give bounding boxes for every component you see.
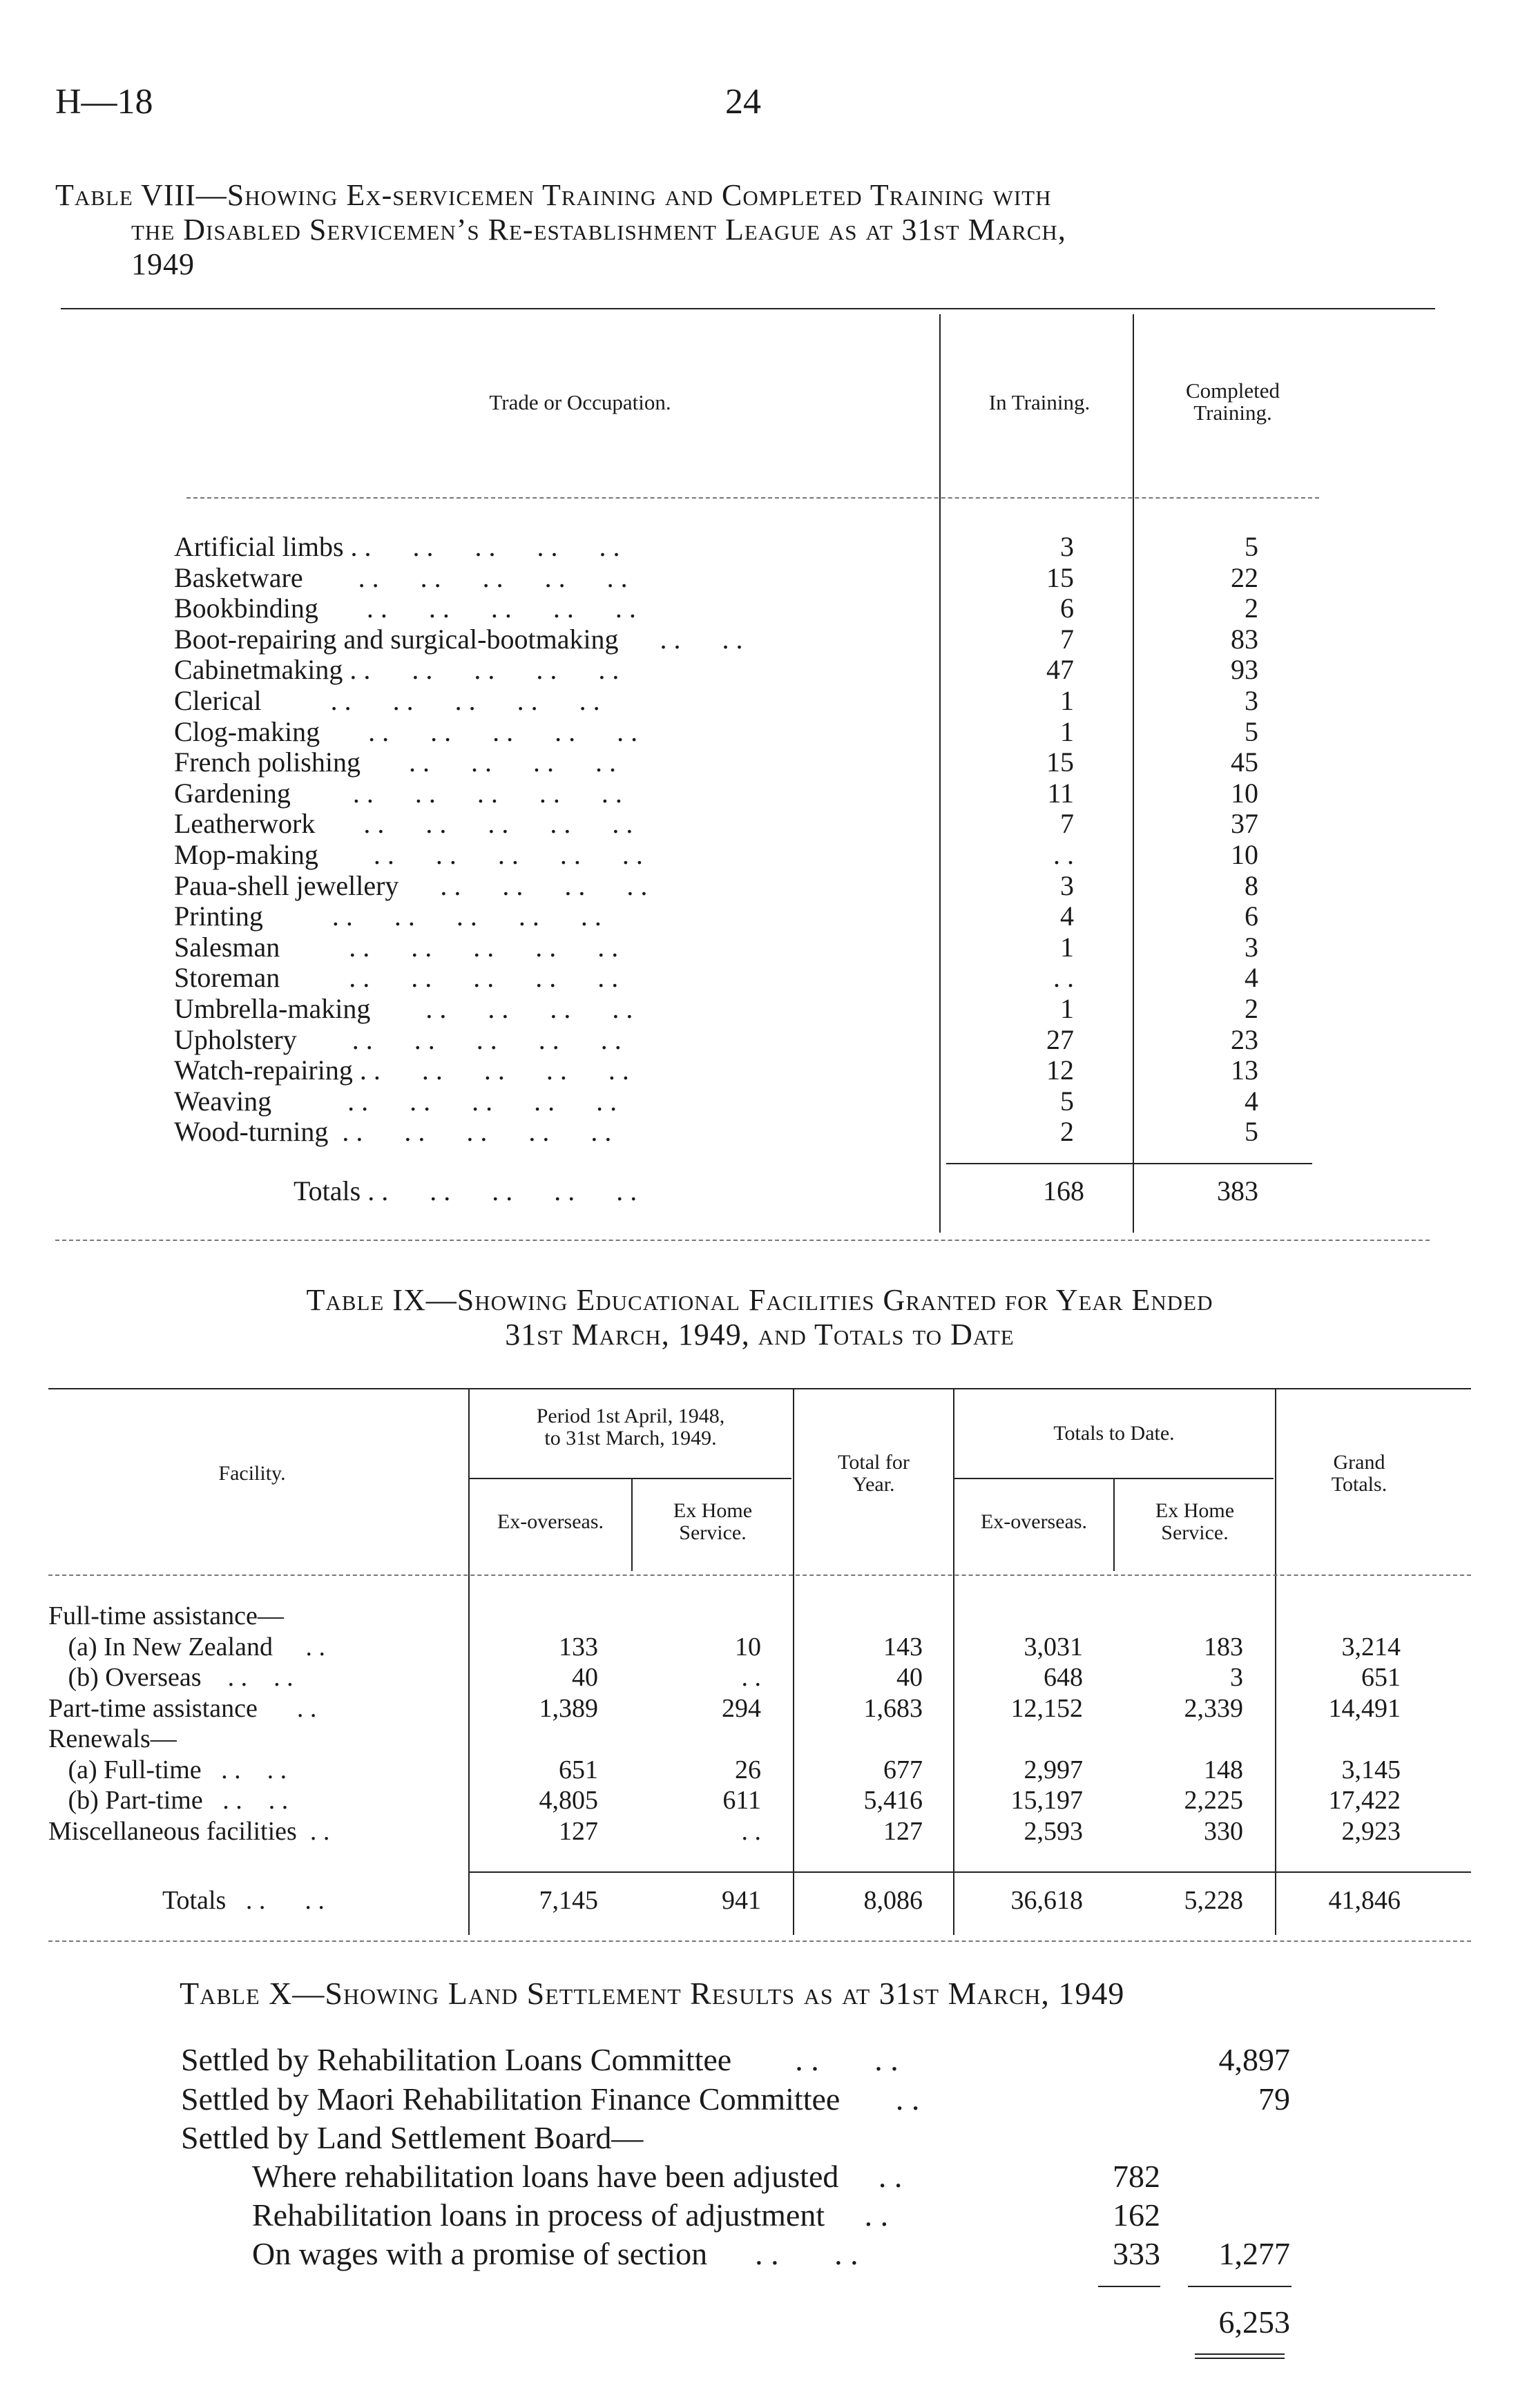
table8-row-in-training: . . bbox=[1053, 962, 1074, 994]
table8-row-completed: 3 bbox=[1245, 931, 1258, 963]
table8-row-in-training: 7 bbox=[1060, 623, 1074, 655]
table8-row-in-training: 11 bbox=[1047, 777, 1074, 809]
table10-line5-label: Rehabilitation loans in process of adjustment . . bbox=[252, 2197, 889, 2233]
table8-row-label: Watch-repairing . . . . . . . . . . bbox=[174, 1054, 629, 1086]
table9-top-rule bbox=[48, 1388, 1471, 1389]
table9-row-value-e: 3 bbox=[1230, 1663, 1243, 1692]
table10-line5-value: 162 bbox=[1113, 2197, 1160, 2233]
table8-row-in-training: 1 bbox=[1060, 685, 1074, 716]
table8-caption bbox=[55, 178, 1464, 282]
table8-row-in-training: 12 bbox=[1046, 1054, 1074, 1086]
table9-row-value-b: . . bbox=[741, 1663, 761, 1692]
table8-row-completed: 10 bbox=[1231, 777, 1258, 809]
table8-row-label: Boot-repairing and surgical-bootmaking . . . . bbox=[174, 623, 743, 655]
table9-row-value-c: 127 bbox=[883, 1816, 923, 1846]
table9-bottom-rule bbox=[48, 1940, 1471, 1942]
table9-row-value-d: 15,197 bbox=[1010, 1786, 1083, 1815]
table8-row-label: Upholstery . . . . . . . . . . bbox=[174, 1023, 622, 1055]
table8-row-in-training: 4 bbox=[1060, 900, 1074, 932]
table9-row-value-b: 611 bbox=[722, 1786, 761, 1815]
table9-row-value-e: 330 bbox=[1204, 1816, 1243, 1846]
table8-row-label: Gardening . . . . . . . . . . bbox=[174, 777, 622, 809]
table10-line2-label: Settled by Maori Rehabilitation Finance Committee . . bbox=[181, 2081, 920, 2117]
table9-header-facility: Facility. bbox=[218, 1462, 286, 1485]
table9-row-value-f: 3,145 bbox=[1341, 1755, 1401, 1784]
table9-totals-label: Totals . . . . bbox=[162, 1886, 325, 1915]
table8-caption-line3: 1949 bbox=[131, 247, 195, 281]
table10-caption: Table X—Showing Land Settlement Results as at 31st March, 1949 bbox=[180, 1976, 1125, 2011]
table9-row-label: (b) Overseas . . . . bbox=[48, 1663, 294, 1692]
table9-header-totals-to-date: Totals to Date. bbox=[1053, 1422, 1175, 1445]
table8-row-completed: 93 bbox=[1231, 654, 1258, 686]
table9-row-value-d: 648 bbox=[1044, 1663, 1083, 1692]
table8-col-divider-1 bbox=[939, 314, 941, 1233]
table9-totals-f: 41,846 bbox=[1328, 1886, 1401, 1915]
table8-header-trade: Trade or Occupation. bbox=[489, 390, 671, 414]
table8-row-in-training: 3 bbox=[1060, 869, 1074, 901]
table9-row-value-a: 4,805 bbox=[539, 1786, 598, 1815]
table10-line1-label: Settled by Rehabilitation Loans Committee . . . . bbox=[181, 2042, 899, 2077]
table9-row-value-f: 651 bbox=[1361, 1663, 1401, 1692]
table9-totals-d: 36,618 bbox=[1010, 1886, 1083, 1915]
table9-row-value-e: 183 bbox=[1204, 1632, 1243, 1661]
table8-row-in-training: 2 bbox=[1060, 1116, 1074, 1148]
table8-row-in-training: 15 bbox=[1046, 561, 1074, 593]
table8-row-completed: 2 bbox=[1245, 593, 1258, 624]
table8-row-label: Mop-making . . . . . . . . . . bbox=[174, 839, 643, 870]
table8-totals-label: Totals . . . . . . . . . . bbox=[294, 1175, 637, 1206]
table9-totals-e: 5,228 bbox=[1184, 1886, 1243, 1915]
table9-row-label: (a) Full-time . . . . bbox=[48, 1755, 287, 1784]
table8-row-completed: 5 bbox=[1245, 715, 1258, 747]
table9-row-value-a: 40 bbox=[572, 1663, 598, 1692]
table9-row-value-b: 10 bbox=[735, 1632, 761, 1661]
table9-totals-a: 7,145 bbox=[539, 1886, 598, 1915]
table8-row-label: Clog-making . . . . . . . . . . bbox=[174, 715, 638, 747]
table8-col-divider-2 bbox=[1133, 314, 1134, 1233]
table10-double-rule-1 bbox=[1195, 2353, 1285, 2355]
table9-row-value-f: 17,422 bbox=[1328, 1786, 1401, 1815]
page-number: 24 bbox=[725, 82, 761, 122]
table10-line6-total: 1,277 bbox=[1218, 2236, 1290, 2271]
table9-row-value-b: 294 bbox=[722, 1693, 761, 1723]
table9-totals-b: 941 bbox=[722, 1886, 761, 1915]
table9-row-value-b: 26 bbox=[735, 1755, 761, 1784]
table8-row-label: Basketware . . . . . . . . . . bbox=[174, 561, 628, 593]
table8-top-rule bbox=[61, 308, 1435, 309]
table8-row-label: Cabinetmaking . . . . . . . . . . bbox=[174, 654, 620, 686]
table9-header-total-year: Total for Year. bbox=[838, 1451, 910, 1496]
table9-row-label: Part-time assistance . . bbox=[48, 1693, 317, 1723]
table9-row-value-d: 12,152 bbox=[1010, 1693, 1083, 1723]
table8-row-completed: 5 bbox=[1245, 1116, 1258, 1148]
table9-todate-subrule bbox=[954, 1478, 1274, 1479]
table8-row-in-training: 1 bbox=[1060, 931, 1074, 963]
table9-row-value-d: 2,997 bbox=[1024, 1755, 1083, 1784]
table8-row-label: Storeman . . . . . . . . . . bbox=[174, 962, 619, 994]
table8-caption-line1: Table VIII—Showing Ex-servicemen Training and Completed Training with bbox=[55, 178, 1052, 212]
table9-row-value-a: 651 bbox=[559, 1755, 598, 1784]
table10-line3-label: Settled by Land Settlement Board— bbox=[181, 2120, 644, 2155]
table10-sub-rule bbox=[1098, 2286, 1160, 2287]
table9-row-value-a: 127 bbox=[559, 1816, 598, 1846]
table9-row-value-f: 3,214 bbox=[1341, 1632, 1401, 1661]
table8-row-completed: 4 bbox=[1245, 962, 1258, 994]
table9-caption-line1: Table IX—Showing Educational Facilities Granted for Year Ended bbox=[306, 1283, 1213, 1317]
table9-row-label: Renewals— bbox=[48, 1724, 177, 1753]
table8-row-in-training: 15 bbox=[1046, 747, 1074, 778]
table9-totals-c: 8,086 bbox=[863, 1886, 923, 1915]
report-code: H—18 bbox=[55, 82, 153, 122]
table8-row-completed: 83 bbox=[1231, 623, 1258, 655]
table9-row-value-c: 677 bbox=[883, 1755, 923, 1784]
table8-header-in-training: In Training. bbox=[988, 390, 1091, 414]
table8-header-completed: Completed Training. bbox=[1185, 378, 1280, 425]
table10-line4-label: Where rehabilitation loans have been adjusted . . bbox=[252, 2159, 903, 2194]
table8-row-in-training: 7 bbox=[1060, 808, 1074, 840]
table10-line2-value: 79 bbox=[1258, 2081, 1290, 2117]
table9-header-ex-overseas-2: Ex-overseas. bbox=[980, 1510, 1088, 1533]
table10-line6-value: 333 bbox=[1113, 2236, 1160, 2271]
table8-row-in-training: 27 bbox=[1046, 1023, 1074, 1055]
table8-row-label: Printing . . . . . . . . . . bbox=[174, 900, 602, 932]
table9-header-period: Period 1st April, 1948, to 31st March, 1949. bbox=[536, 1405, 725, 1449]
table8-row-label: Bookbinding . . . . . . . . . . bbox=[174, 593, 636, 624]
table9-caption-line2: 31st March, 1949, and Totals to Date bbox=[505, 1318, 1015, 1351]
table8-row-completed: 3 bbox=[1245, 685, 1258, 716]
table8-row-label: Umbrella-making . . . . . . . . bbox=[174, 993, 633, 1024]
table8-sum-rule bbox=[946, 1163, 1312, 1164]
table9-row-label: Full-time assistance— bbox=[48, 1601, 284, 1630]
table8-row-label: Leatherwork . . . . . . . . . . bbox=[174, 808, 633, 840]
table9-row-label: Miscellaneous facilities . . bbox=[48, 1816, 330, 1846]
table10-total-rule bbox=[1188, 2286, 1291, 2287]
table10-double-rule-2 bbox=[1195, 2358, 1285, 2359]
table8-row-in-training: 1 bbox=[1060, 715, 1074, 747]
table8-row-label: Weaving . . . . . . . . . . bbox=[174, 1085, 617, 1117]
table9-caption bbox=[69, 1283, 1450, 1352]
table9-period-subrule bbox=[470, 1478, 791, 1479]
table8-row-completed: 4 bbox=[1245, 1085, 1258, 1117]
table8-row-completed: 22 bbox=[1231, 561, 1258, 593]
table8-row-label: Artificial limbs . . . . . . . . . . bbox=[174, 531, 620, 562]
table8-row-label: Clerical . . . . . . . . . . bbox=[174, 685, 600, 716]
table9-row-value-c: 5,416 bbox=[863, 1786, 923, 1815]
table8-row-completed: 8 bbox=[1245, 869, 1258, 901]
table8-row-completed: 2 bbox=[1245, 993, 1258, 1024]
table9-header-ex-home-1: Ex Home Service. bbox=[673, 1499, 753, 1544]
table8-bottom-rule bbox=[55, 1240, 1430, 1241]
table9-row-label: (b) Part-time . . . . bbox=[48, 1786, 289, 1815]
table9-row-value-e: 2,339 bbox=[1184, 1693, 1243, 1723]
table9-row-value-d: 3,031 bbox=[1024, 1632, 1083, 1661]
table10-grand-total: 6,253 bbox=[1218, 2304, 1290, 2340]
table9-row-value-a: 133 bbox=[559, 1632, 598, 1661]
table8-row-in-training: 3 bbox=[1060, 531, 1074, 562]
table9-header-ex-overseas-1: Ex-overseas. bbox=[497, 1510, 604, 1533]
table9-row-value-f: 14,491 bbox=[1328, 1693, 1401, 1723]
table8-header-rule bbox=[186, 497, 1319, 499]
table8-row-completed: 23 bbox=[1231, 1023, 1258, 1055]
table8-row-in-training: 47 bbox=[1046, 654, 1074, 686]
table10-line6-label: On wages with a promise of section . . . . bbox=[252, 2236, 858, 2271]
table9-row-value-b: . . bbox=[741, 1816, 761, 1846]
table8-totals-done: 383 bbox=[1217, 1175, 1258, 1206]
table8-row-label: Salesman . . . . . . . . . . bbox=[174, 931, 619, 963]
table9-row-value-c: 143 bbox=[883, 1632, 923, 1661]
table8-row-label: Paua-shell jewellery . . . . . . . . bbox=[174, 869, 648, 901]
table9-row-value-d: 2,593 bbox=[1024, 1816, 1083, 1846]
table9-header-grand-totals: Grand Totals. bbox=[1331, 1451, 1387, 1496]
table8-caption-line2: the Disabled Servicemen’s Re-establishment League as at 31st March, bbox=[131, 213, 1066, 247]
table8-row-completed: 10 bbox=[1231, 839, 1258, 870]
table8-row-completed: 5 bbox=[1245, 531, 1258, 562]
table8-row-completed: 6 bbox=[1245, 900, 1258, 932]
table8-row-completed: 13 bbox=[1231, 1054, 1258, 1086]
table10-line4-value: 782 bbox=[1113, 2159, 1160, 2194]
table9-row-value-e: 148 bbox=[1204, 1755, 1243, 1784]
table8-row-completed: 45 bbox=[1231, 747, 1258, 778]
table8-row-label: Wood-turning . . . . . . . . . . bbox=[174, 1116, 612, 1148]
table8-row-completed: 37 bbox=[1231, 808, 1258, 840]
table9-sum-rule bbox=[470, 1871, 1471, 1873]
table8-totals-in: 168 bbox=[1043, 1175, 1084, 1206]
table8-row-in-training: 1 bbox=[1060, 993, 1074, 1024]
table9-row-label: (a) In New Zealand . . bbox=[48, 1632, 325, 1661]
table8-row-in-training: 5 bbox=[1060, 1085, 1074, 1117]
table8-row-in-training: 6 bbox=[1060, 593, 1074, 624]
table9-row-value-c: 1,683 bbox=[863, 1693, 923, 1723]
table9-row-value-f: 2,923 bbox=[1341, 1816, 1401, 1846]
table9-row-value-c: 40 bbox=[896, 1663, 923, 1692]
table10-line1-value: 4,897 bbox=[1218, 2042, 1290, 2077]
table9-header-rule bbox=[48, 1574, 1471, 1576]
table8-row-in-training: . . bbox=[1053, 839, 1074, 870]
table9-row-value-a: 1,389 bbox=[539, 1693, 598, 1723]
table9-row-value-e: 2,225 bbox=[1184, 1786, 1243, 1815]
table8-row-label: French polishing . . . . . . . . bbox=[174, 747, 616, 778]
table9-header-ex-home-2: Ex Home Service. bbox=[1155, 1499, 1235, 1544]
